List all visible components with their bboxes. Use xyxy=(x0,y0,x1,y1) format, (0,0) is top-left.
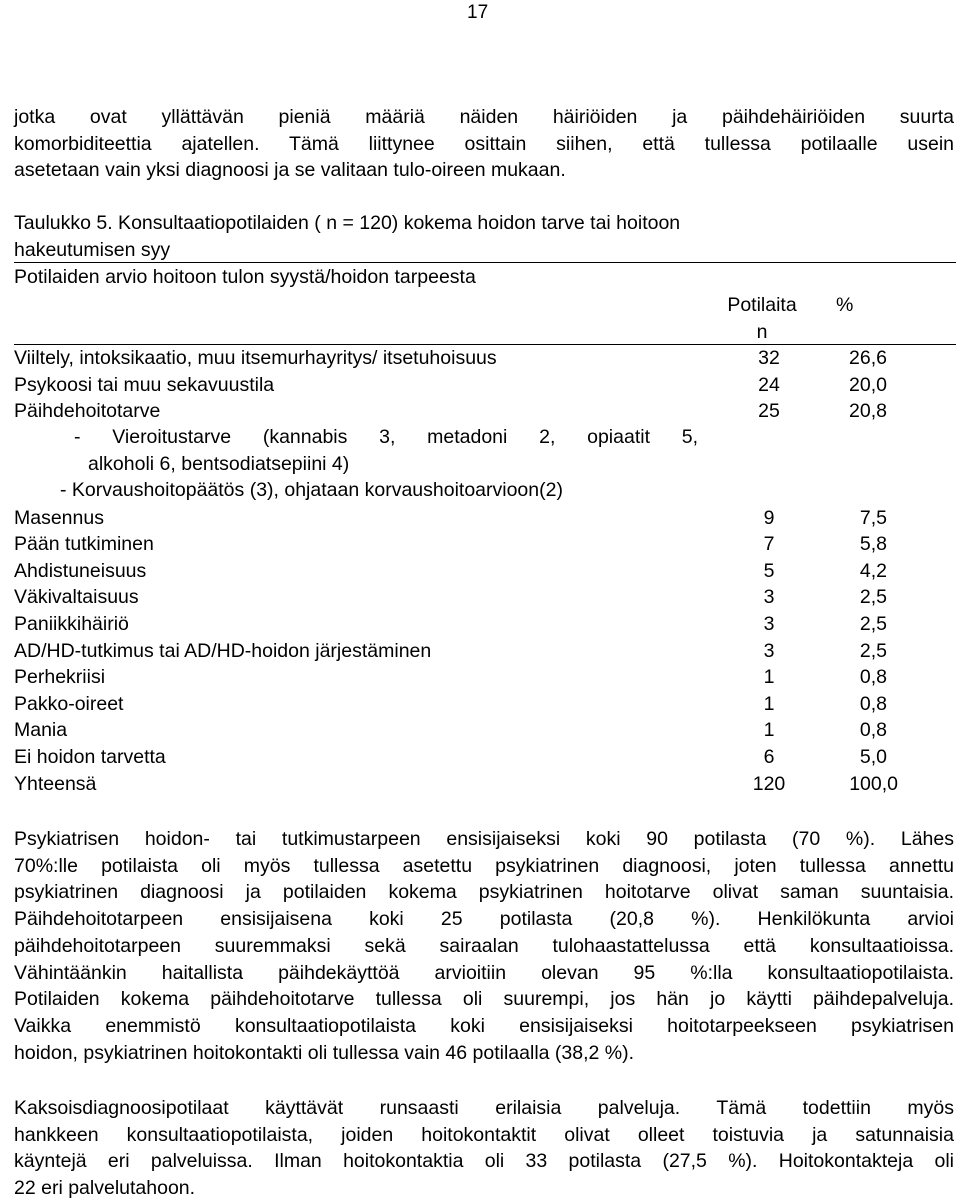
row-percent: 7,5 xyxy=(859,506,887,529)
row-percent: 5,0 xyxy=(859,745,887,768)
intro-line: jotka ovat yllättävän pieniä määriä näiden häiriöiden ja päihdehäiriöiden suurta xyxy=(14,106,954,128)
row-label: Paniikkihäiriö xyxy=(14,612,129,635)
row-n: 7 xyxy=(763,533,775,556)
row-percent: 2,5 xyxy=(859,612,887,635)
row-percent: 20,0 xyxy=(849,373,887,396)
row-label: Ei hoidon tarvetta xyxy=(14,745,166,768)
row-n: 5 xyxy=(763,559,775,582)
body-paragraph-2 xyxy=(14,826,954,1066)
row-label: Pään tutkiminen xyxy=(14,533,154,556)
paragraph-line: psykiatrinen diagnoosi ja potilaiden kokema psykiatrinen hoitotarve olivat saman suuntaisia. xyxy=(14,881,954,904)
intro-line: asetetaan vain yksi diagnoosi ja se valitaan tulo-oireen mukaan. xyxy=(14,159,566,182)
paragraph-line: Päihdehoitotarpeen ensisijaisena koki 25 potilasta (20,8 %). Henkilökunta arvioi xyxy=(14,908,954,931)
table-caption xyxy=(14,210,954,263)
row-n: 24 xyxy=(758,373,780,396)
table-row xyxy=(14,611,956,638)
row-percent: 0,8 xyxy=(859,692,887,715)
total-label: Yhteensä xyxy=(14,772,97,795)
paragraph-line: 70%:lle potilaista oli myös tullessa asetettu psykiatrinen diagnoosi, joten tullessa annettu xyxy=(14,854,954,877)
table-row xyxy=(14,558,956,585)
row-percent: 20,8 xyxy=(849,400,887,423)
table-top-rule xyxy=(14,262,956,263)
column-header-n-line: n xyxy=(756,320,768,343)
paragraph-line: käyntejä eri palveluissa. Ilman hoitokontaktia oli 33 potilasta (27,5 %). Hoitokontakteja oli xyxy=(14,1150,954,1173)
paragraph-line: Vaikka enemmistö konsultaatiopotilaista koki ensisijaiseksi hoitotarpeekseen psykiatrisen xyxy=(14,1014,954,1037)
row-n: 25 xyxy=(758,400,780,423)
row-label: Ahdistuneisuus xyxy=(14,559,147,582)
table-row xyxy=(14,717,956,744)
row-percent: 26,6 xyxy=(849,347,887,369)
row-label: Päihdehoitotarve xyxy=(14,400,161,423)
table-row xyxy=(14,345,956,372)
row-label: Psykoosi tai muu sekavuustila xyxy=(14,373,275,396)
row-label: AD/HD-tutkimus tai AD/HD-hoidon järjestäminen xyxy=(14,639,432,662)
substance-treatment-subitems xyxy=(60,424,698,504)
paragraph-line: Kaksoisdiagnoosipotilaat käyttävät runsaasti erilaisia palveluja. Tämä todettiin myös xyxy=(14,1097,954,1119)
row-label: Pakko-oireet xyxy=(14,692,124,715)
table-row xyxy=(14,691,956,718)
row-percent: 2,5 xyxy=(859,639,887,662)
paragraph-line: hoidon, psykiatrinen hoitokontakti oli tullessa vain 46 potilaalla (38,2 %). xyxy=(14,1041,635,1064)
row-label: Viiltely, intoksikaatio, muu itsemurhayritys/ itsetuhoisuus xyxy=(14,347,497,369)
intro-line: komorbiditeettia ajatellen. Tämä liittynee osittain siihen, että tullessa potilaalle usein xyxy=(14,132,954,155)
total-percent: 100,0 xyxy=(849,772,898,795)
row-percent: 0,8 xyxy=(859,719,887,742)
subitem-line: - Korvaushoitopäätös (3), ohjataan korvaushoitoarvioon(2) xyxy=(60,479,563,502)
row-percent: 2,5 xyxy=(859,586,887,609)
paragraph-line: Potilaiden kokema päihdehoitotarve tullessa oli suurempi, jos hän jo käytti päihdepalveluja. xyxy=(14,988,954,1011)
table-row xyxy=(14,664,956,691)
paragraph-line: päihdehoitotarpeen suuremmaksi sekä sairaalan tulohaastattelussa että konsultaatioissa. xyxy=(14,934,954,957)
row-n: 1 xyxy=(763,692,775,715)
column-header-n-line: Potilaita xyxy=(727,294,797,316)
table-row xyxy=(14,531,956,558)
body-paragraph-3 xyxy=(14,1095,954,1202)
table-row xyxy=(14,372,956,399)
table-row xyxy=(14,638,956,665)
paragraph-line: 22 eri palvelutahoon. xyxy=(14,1177,196,1200)
row-n: 32 xyxy=(758,347,780,369)
subitem-line: alkoholi 6, bentsodiatsepiini 4) xyxy=(88,452,350,475)
row-label: Perhekriisi xyxy=(14,666,106,689)
intro-paragraph xyxy=(14,104,954,184)
row-label: Masennus xyxy=(14,506,104,529)
table-caption-line: hakeutumisen syy xyxy=(14,238,171,261)
table-subheading: Potilaiden arvio hoitoon tulon syystä/hoidon tarpeesta xyxy=(14,266,476,288)
total-n: 120 xyxy=(752,772,786,795)
row-n: 3 xyxy=(763,586,775,609)
column-header-n xyxy=(708,292,816,345)
table-row xyxy=(14,398,956,425)
row-n: 9 xyxy=(763,506,775,529)
page-number: 17 xyxy=(467,2,489,23)
table-row xyxy=(14,505,956,532)
row-percent: 0,8 xyxy=(859,666,887,689)
row-n: 6 xyxy=(763,745,775,768)
reasons-table xyxy=(14,345,956,797)
table-row xyxy=(14,584,956,611)
row-n: 1 xyxy=(763,666,775,689)
row-n: 3 xyxy=(763,612,775,635)
row-n: 1 xyxy=(763,719,775,742)
table-row xyxy=(14,744,956,771)
row-label: Mania xyxy=(14,719,68,742)
table-caption-line: Taulukko 5. Konsultaatiopotilaiden ( n = 120) kokema hoidon tarve tai hoitoon xyxy=(14,212,681,234)
row-label: Väkivaltaisuus xyxy=(14,586,139,609)
row-n: 3 xyxy=(763,639,775,662)
subitem-line: - Vieroitustarve (kannabis 3, metadoni 2, opiaatit 5, xyxy=(74,426,698,448)
row-percent: 4,2 xyxy=(859,559,887,582)
paragraph-line: Vähintäänkin haitallista päihdekäyttöä arvioitiin olevan 95 %:lla konsultaatiopotilaista. xyxy=(14,961,954,984)
column-header-percent: % xyxy=(836,294,854,316)
table-total-row xyxy=(14,771,956,798)
row-percent: 5,8 xyxy=(859,533,887,556)
paragraph-line: Psykiatrisen hoidon- tai tutkimustarpeen ensisijaiseksi koki 90 potilasta (70 %). Lähes xyxy=(14,828,954,850)
paragraph-line: hankkeen konsultaatiopotilaista, joiden hoitokontaktit olivat olleet toistuvia ja satunnaisia xyxy=(14,1123,954,1146)
